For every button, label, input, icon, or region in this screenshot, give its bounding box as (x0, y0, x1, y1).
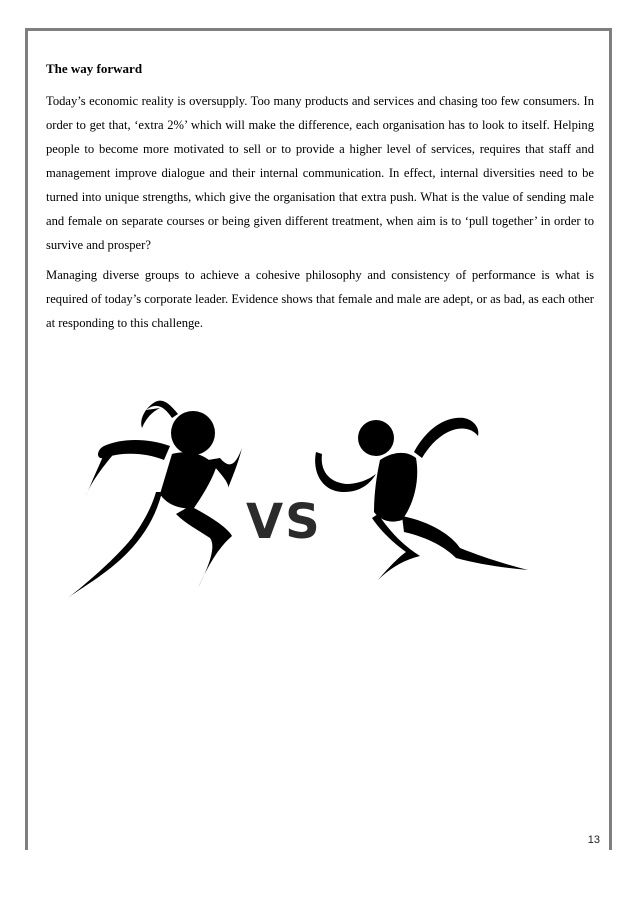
page-content (46, 58, 594, 341)
paragraph-2: Managing diverse groups to achieve a cohesive philosophy and consistency of performance is what is required of today’s corporate leader. Evidence shows that female and male are adept, or as bad, as each other at responding to this challenge. (46, 268, 594, 330)
page-border-left (25, 28, 28, 850)
runners-vs-figure (60, 388, 540, 603)
page-number: 13 (587, 834, 600, 846)
runner-male-icon (315, 418, 528, 580)
vs-text: VS (246, 494, 322, 550)
page-border-top (25, 28, 612, 31)
runner-female-icon (68, 401, 242, 598)
page-border-right (609, 28, 612, 850)
section-heading: The way forward (46, 61, 143, 76)
paragraph-1: Today’s economic reality is oversupply. Too many products and services and chasing too few consumers. In order to get that, ‘extra 2%’ which will make the difference, each organisation has to look to itself. Helping people to become more motivated to sell or to provide a higher level of services, requires that staff and management improve dialogue and their internal communication. In effect, internal diversities need to be turned into unique strengths, which give the organisation that extra push. What is the value of sending male and female on separate courses or being given different treatment, when aim is to ‘pull together’ in order to survive and prosper? (46, 94, 594, 252)
